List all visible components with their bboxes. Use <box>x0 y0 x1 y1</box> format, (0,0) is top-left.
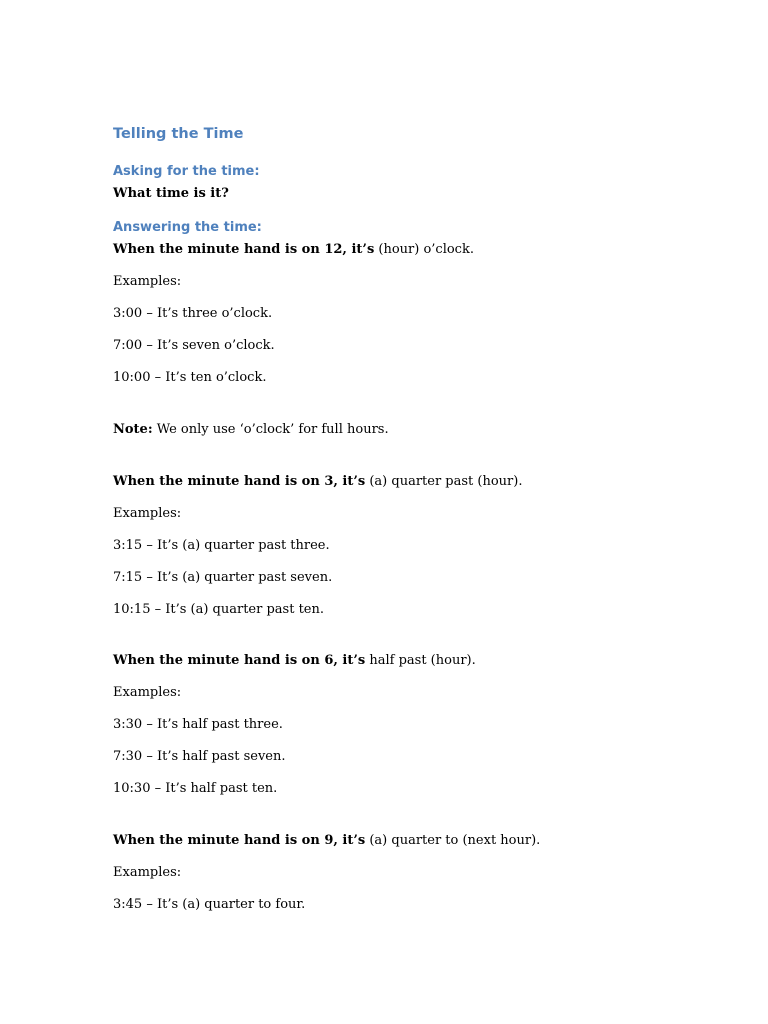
answering-heading: Answering the time: <box>113 220 262 235</box>
note-text: We only use ‘o’clock’ for full hours. <box>152 422 389 437</box>
rule-line-3 <box>113 473 522 491</box>
examples-label: Examples: <box>113 506 182 521</box>
example-line: 3:15 – It’s (a) quarter past three. <box>113 538 330 553</box>
rule-line-12 <box>113 241 474 259</box>
rule-rest-text: (hour) o’clock. <box>374 242 474 257</box>
rule-line-6 <box>113 652 476 670</box>
note-line <box>113 421 389 439</box>
example-line: 10:00 – It’s ten o’clock. <box>113 370 267 385</box>
rule-bold-text: When the minute hand is on 3, it’s <box>113 474 366 489</box>
example-line: 3:30 – It’s half past three. <box>113 717 283 732</box>
page-title: Telling the Time <box>113 126 244 142</box>
asking-heading: Asking for the time: <box>113 164 260 179</box>
example-line: 10:15 – It’s (a) quarter past ten. <box>113 602 324 617</box>
examples-label: Examples: <box>113 865 182 880</box>
rule-bold-text: When the minute hand is on 6, it’s <box>113 653 366 668</box>
example-line: 10:30 – It’s half past ten. <box>113 781 278 796</box>
example-line: 7:00 – It’s seven o’clock. <box>113 338 275 353</box>
rule-rest-text: half past (hour). <box>365 653 476 668</box>
example-line: 7:15 – It’s (a) quarter past seven. <box>113 570 333 585</box>
rule-rest-text: (a) quarter to (next hour). <box>365 833 541 848</box>
rule-rest-text: (a) quarter past (hour). <box>365 474 523 489</box>
example-line: 3:00 – It’s three o’clock. <box>113 306 273 321</box>
examples-label: Examples: <box>113 685 182 700</box>
rule-bold-text: When the minute hand is on 12, it’s <box>113 242 375 257</box>
example-line: 3:45 – It’s (a) quarter to four. <box>113 897 306 912</box>
example-line: 7:30 – It’s half past seven. <box>113 749 286 764</box>
rule-bold-text: When the minute hand is on 9, it’s <box>113 833 366 848</box>
asking-question: What time is it? <box>113 186 229 201</box>
rule-line-9 <box>113 832 540 850</box>
note-label: Note: <box>113 422 153 437</box>
examples-label: Examples: <box>113 274 182 289</box>
